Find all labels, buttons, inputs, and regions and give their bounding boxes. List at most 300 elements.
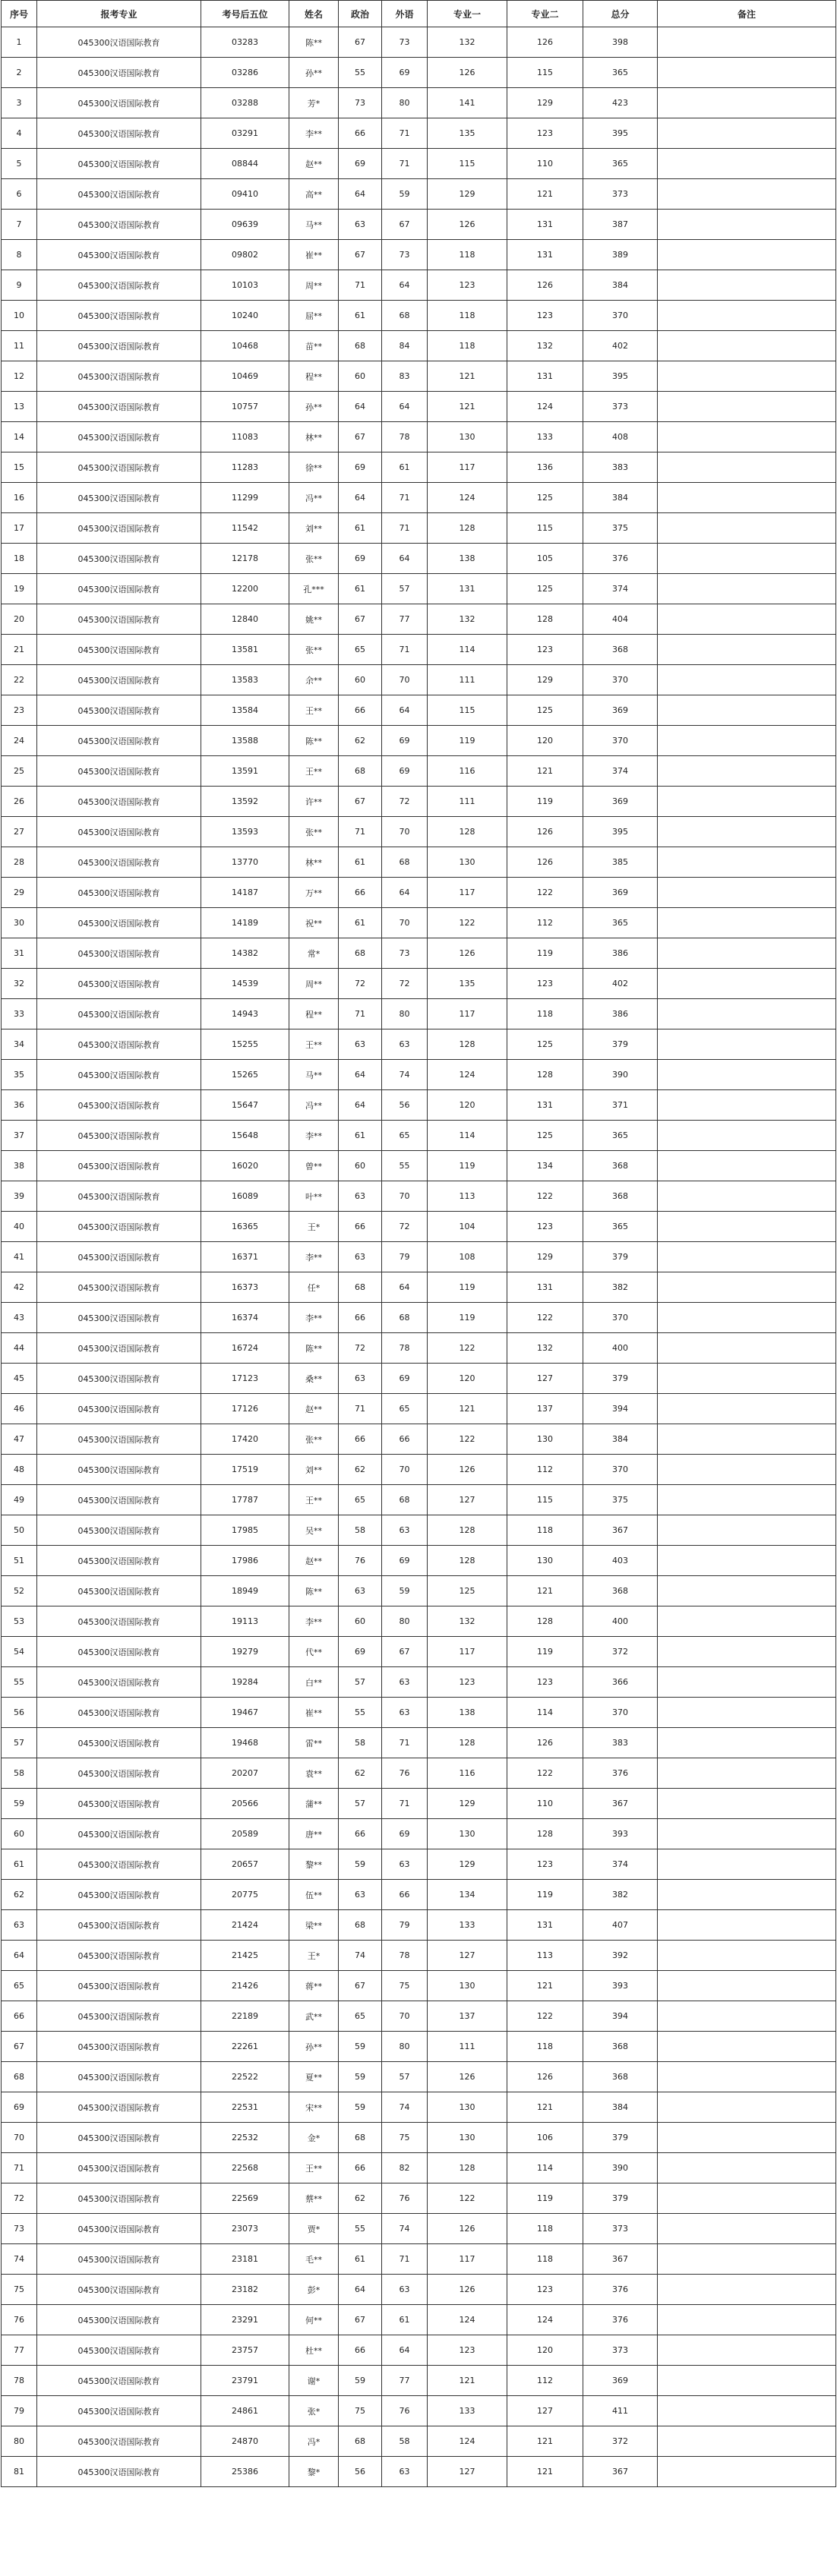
cell-foreign-language: 80 — [382, 88, 428, 118]
cell-subject-one: 116 — [428, 1758, 507, 1789]
table-row — [2, 1121, 836, 1151]
cell-major: 045300汉语国际教育 — [37, 513, 201, 544]
cell-foreign-language: 68 — [382, 1303, 428, 1333]
cell-politics: 60 — [339, 1606, 382, 1637]
cell-subject-two: 123 — [507, 1849, 583, 1880]
cell-name: 周** — [289, 270, 339, 301]
cell-subject-two: 123 — [507, 1667, 583, 1698]
cell-remarks — [658, 2275, 836, 2305]
cell-subject-one: 138 — [428, 1698, 507, 1728]
cell-total: 382 — [583, 1272, 658, 1303]
cell-total: 373 — [583, 392, 658, 422]
cell-foreign-language: 82 — [382, 2153, 428, 2183]
cell-major: 045300汉语国际教育 — [37, 240, 201, 270]
cell-remarks — [658, 1485, 836, 1515]
cell-total: 376 — [583, 1758, 658, 1789]
cell-foreign-language: 67 — [382, 210, 428, 240]
cell-foreign-language: 64 — [382, 2335, 428, 2366]
cell-exam-id: 09410 — [201, 179, 289, 210]
cell-subject-two: 119 — [507, 1637, 583, 1667]
cell-index: 54 — [2, 1637, 37, 1667]
table-row — [2, 1728, 836, 1758]
cell-foreign-language: 69 — [382, 1819, 428, 1849]
cell-subject-one: 117 — [428, 452, 507, 483]
cell-subject-one: 111 — [428, 787, 507, 817]
cell-subject-two: 129 — [507, 1242, 583, 1272]
cell-subject-two: 122 — [507, 1758, 583, 1789]
cell-index: 73 — [2, 2214, 37, 2244]
cell-index: 1 — [2, 27, 37, 58]
cell-subject-one: 123 — [428, 270, 507, 301]
cell-name: 赵** — [289, 1394, 339, 1424]
cell-foreign-language: 75 — [382, 2123, 428, 2153]
cell-subject-one: 104 — [428, 1212, 507, 1242]
cell-exam-id: 18949 — [201, 1576, 289, 1606]
cell-politics: 62 — [339, 2183, 382, 2214]
cell-major: 045300汉语国际教育 — [37, 1819, 201, 1849]
cell-subject-two: 125 — [507, 574, 583, 604]
cell-total: 374 — [583, 574, 658, 604]
cell-subject-one: 130 — [428, 847, 507, 878]
cell-subject-two: 115 — [507, 513, 583, 544]
cell-subject-two: 123 — [507, 301, 583, 331]
cell-subject-one: 122 — [428, 1424, 507, 1455]
cell-subject-one: 119 — [428, 726, 507, 756]
cell-index: 42 — [2, 1272, 37, 1303]
cell-remarks — [658, 1424, 836, 1455]
cell-remarks — [658, 118, 836, 149]
table-row — [2, 2214, 836, 2244]
cell-total: 393 — [583, 1971, 658, 2001]
cell-remarks — [658, 1698, 836, 1728]
table-row — [2, 756, 836, 787]
cell-remarks — [658, 2001, 836, 2032]
cell-politics: 66 — [339, 695, 382, 726]
cell-exam-id: 19467 — [201, 1698, 289, 1728]
cell-total: 370 — [583, 726, 658, 756]
cell-politics: 67 — [339, 1971, 382, 2001]
cell-exam-id: 15647 — [201, 1090, 289, 1121]
cell-exam-id: 17126 — [201, 1394, 289, 1424]
cell-subject-two: 120 — [507, 2335, 583, 2366]
cell-name: 陈** — [289, 726, 339, 756]
cell-exam-id: 20589 — [201, 1819, 289, 1849]
cell-foreign-language: 78 — [382, 422, 428, 452]
cell-major: 045300汉语国际教育 — [37, 2244, 201, 2275]
cell-foreign-language: 65 — [382, 1121, 428, 1151]
cell-name: 宋** — [289, 2092, 339, 2123]
cell-index: 3 — [2, 88, 37, 118]
cell-subject-one: 119 — [428, 1151, 507, 1181]
cell-index: 35 — [2, 1060, 37, 1090]
cell-politics: 63 — [339, 1576, 382, 1606]
cell-index: 27 — [2, 817, 37, 847]
cell-major: 045300汉语国际教育 — [37, 665, 201, 695]
table-row — [2, 1789, 836, 1819]
cell-major: 045300汉语国际教育 — [37, 1029, 201, 1060]
cell-index: 70 — [2, 2123, 37, 2153]
cell-index: 10 — [2, 301, 37, 331]
cell-remarks — [658, 665, 836, 695]
cell-subject-two: 129 — [507, 665, 583, 695]
table-row — [2, 1394, 836, 1424]
cell-exam-id: 23757 — [201, 2335, 289, 2366]
cell-exam-id: 22189 — [201, 2001, 289, 2032]
header-index: 序号 — [2, 1, 37, 27]
cell-subject-one: 125 — [428, 1576, 507, 1606]
cell-total: 383 — [583, 1728, 658, 1758]
cell-exam-id: 17787 — [201, 1485, 289, 1515]
cell-major: 045300汉语国际教育 — [37, 2092, 201, 2123]
cell-major: 045300汉语国际教育 — [37, 756, 201, 787]
cell-foreign-language: 74 — [382, 1060, 428, 1090]
cell-name: 崔** — [289, 240, 339, 270]
table-row — [2, 1029, 836, 1060]
cell-politics: 72 — [339, 1333, 382, 1364]
cell-politics: 66 — [339, 1303, 382, 1333]
cell-remarks — [658, 483, 836, 513]
cell-major: 045300汉语国际教育 — [37, 1060, 201, 1090]
cell-foreign-language: 57 — [382, 2062, 428, 2092]
cell-foreign-language: 80 — [382, 2032, 428, 2062]
table-row — [2, 1546, 836, 1576]
table-row — [2, 1698, 836, 1728]
cell-exam-id: 10103 — [201, 270, 289, 301]
cell-subject-one: 128 — [428, 1029, 507, 1060]
cell-name: 代** — [289, 1637, 339, 1667]
cell-name: 王** — [289, 1485, 339, 1515]
cell-foreign-language: 63 — [382, 2275, 428, 2305]
cell-exam-id: 14539 — [201, 969, 289, 999]
cell-subject-one: 121 — [428, 392, 507, 422]
cell-subject-one: 108 — [428, 1242, 507, 1272]
cell-index: 53 — [2, 1606, 37, 1637]
cell-total: 411 — [583, 2396, 658, 2426]
cell-index: 44 — [2, 1333, 37, 1364]
cell-major: 045300汉语国际教育 — [37, 2426, 201, 2457]
table-row — [2, 513, 836, 544]
cell-name: 杜** — [289, 2335, 339, 2366]
cell-name: 彭* — [289, 2275, 339, 2305]
cell-exam-id: 23182 — [201, 2275, 289, 2305]
cell-remarks — [658, 2457, 836, 2487]
cell-foreign-language: 74 — [382, 2214, 428, 2244]
table-row — [2, 787, 836, 817]
cell-major: 045300汉语国际教育 — [37, 2457, 201, 2487]
cell-foreign-language: 69 — [382, 1364, 428, 1394]
cell-subject-two: 121 — [507, 2457, 583, 2487]
cell-foreign-language: 64 — [382, 544, 428, 574]
table-row — [2, 817, 836, 847]
cell-politics: 59 — [339, 2092, 382, 2123]
cell-exam-id: 21426 — [201, 1971, 289, 2001]
cell-politics: 55 — [339, 58, 382, 88]
cell-foreign-language: 72 — [382, 787, 428, 817]
cell-subject-one: 118 — [428, 240, 507, 270]
cell-index: 15 — [2, 452, 37, 483]
cell-subject-one: 126 — [428, 2062, 507, 2092]
cell-politics: 71 — [339, 270, 382, 301]
cell-politics: 63 — [339, 1880, 382, 1910]
cell-subject-one: 117 — [428, 1637, 507, 1667]
cell-subject-one: 126 — [428, 2214, 507, 2244]
cell-exam-id: 20657 — [201, 1849, 289, 1880]
cell-total: 394 — [583, 1394, 658, 1424]
cell-name: 白** — [289, 1667, 339, 1698]
cell-subject-two: 131 — [507, 1272, 583, 1303]
cell-subject-one: 119 — [428, 1303, 507, 1333]
cell-exam-id: 11283 — [201, 452, 289, 483]
table-row — [2, 2275, 836, 2305]
cell-politics: 76 — [339, 1546, 382, 1576]
cell-foreign-language: 71 — [382, 635, 428, 665]
cell-politics: 66 — [339, 1212, 382, 1242]
table-row — [2, 240, 836, 270]
cell-subject-one: 129 — [428, 179, 507, 210]
table-row — [2, 1515, 836, 1546]
cell-name: 刘** — [289, 1455, 339, 1485]
cell-major: 045300汉语国际教育 — [37, 58, 201, 88]
cell-remarks — [658, 2183, 836, 2214]
cell-remarks — [658, 1667, 836, 1698]
cell-total: 403 — [583, 1546, 658, 1576]
cell-remarks — [658, 270, 836, 301]
cell-subject-one: 128 — [428, 2153, 507, 2183]
cell-name: 冯* — [289, 2426, 339, 2457]
cell-politics: 64 — [339, 1090, 382, 1121]
cell-remarks — [658, 1728, 836, 1758]
cell-major: 045300汉语国际教育 — [37, 2275, 201, 2305]
cell-total: 372 — [583, 1637, 658, 1667]
cell-foreign-language: 75 — [382, 1971, 428, 2001]
cell-subject-two: 131 — [507, 1090, 583, 1121]
cell-subject-one: 129 — [428, 1789, 507, 1819]
cell-subject-one: 128 — [428, 1728, 507, 1758]
cell-subject-one: 117 — [428, 999, 507, 1029]
cell-politics: 61 — [339, 301, 382, 331]
cell-total: 365 — [583, 1121, 658, 1151]
cell-politics: 58 — [339, 1728, 382, 1758]
cell-total: 395 — [583, 118, 658, 149]
cell-subject-one: 128 — [428, 817, 507, 847]
cell-name: 黎** — [289, 1849, 339, 1880]
cell-remarks — [658, 361, 836, 392]
cell-exam-id: 16020 — [201, 1151, 289, 1181]
cell-major: 045300汉语国际教育 — [37, 1606, 201, 1637]
cell-index: 80 — [2, 2426, 37, 2457]
cell-name: 芳* — [289, 88, 339, 118]
cell-subject-two: 114 — [507, 2153, 583, 2183]
cell-name: 王** — [289, 756, 339, 787]
cell-remarks — [658, 149, 836, 179]
table-row — [2, 635, 836, 665]
cell-subject-one: 123 — [428, 1667, 507, 1698]
cell-foreign-language: 71 — [382, 2244, 428, 2275]
cell-subject-two: 121 — [507, 1576, 583, 1606]
cell-total: 365 — [583, 1212, 658, 1242]
cell-major: 045300汉语国际教育 — [37, 483, 201, 513]
cell-subject-one: 126 — [428, 2275, 507, 2305]
cell-subject-two: 121 — [507, 179, 583, 210]
cell-index: 48 — [2, 1455, 37, 1485]
cell-exam-id: 12840 — [201, 604, 289, 635]
cell-index: 13 — [2, 392, 37, 422]
cell-index: 69 — [2, 2092, 37, 2123]
cell-major: 045300汉语国际教育 — [37, 1910, 201, 1941]
cell-exam-id: 16089 — [201, 1181, 289, 1212]
cell-name: 王** — [289, 1029, 339, 1060]
cell-politics: 71 — [339, 817, 382, 847]
table-row — [2, 665, 836, 695]
cell-total: 384 — [583, 1424, 658, 1455]
cell-remarks — [658, 2092, 836, 2123]
cell-major: 045300汉语国际教育 — [37, 2214, 201, 2244]
cell-subject-two: 125 — [507, 483, 583, 513]
cell-index: 24 — [2, 726, 37, 756]
cell-politics: 68 — [339, 938, 382, 969]
cell-foreign-language: 65 — [382, 1394, 428, 1424]
cell-subject-one: 114 — [428, 1121, 507, 1151]
cell-exam-id: 14187 — [201, 878, 289, 908]
cell-exam-id: 12178 — [201, 544, 289, 574]
cell-exam-id: 22522 — [201, 2062, 289, 2092]
cell-index: 11 — [2, 331, 37, 361]
cell-subject-two: 123 — [507, 1212, 583, 1242]
cell-name: 姚** — [289, 604, 339, 635]
cell-subject-one: 117 — [428, 2244, 507, 2275]
cell-exam-id: 10469 — [201, 361, 289, 392]
cell-total: 379 — [583, 2183, 658, 2214]
cell-major: 045300汉语国际教育 — [37, 1272, 201, 1303]
cell-total: 369 — [583, 787, 658, 817]
cell-major: 045300汉语国际教育 — [37, 544, 201, 574]
cell-foreign-language: 69 — [382, 1546, 428, 1576]
cell-major: 045300汉语国际教育 — [37, 908, 201, 938]
cell-major: 045300汉语国际教育 — [37, 1667, 201, 1698]
cell-major: 045300汉语国际教育 — [37, 149, 201, 179]
cell-major: 045300汉语国际教育 — [37, 1121, 201, 1151]
cell-foreign-language: 68 — [382, 847, 428, 878]
cell-index: 41 — [2, 1242, 37, 1272]
cell-total: 373 — [583, 2214, 658, 2244]
cell-exam-id: 14943 — [201, 999, 289, 1029]
cell-remarks — [658, 1849, 836, 1880]
cell-remarks — [658, 635, 836, 665]
cell-total: 369 — [583, 2366, 658, 2396]
cell-subject-one: 120 — [428, 1090, 507, 1121]
cell-foreign-language: 79 — [382, 1242, 428, 1272]
cell-name: 林** — [289, 847, 339, 878]
cell-total: 400 — [583, 1606, 658, 1637]
cell-remarks — [658, 878, 836, 908]
table-row — [2, 847, 836, 878]
cell-foreign-language: 70 — [382, 665, 428, 695]
cell-subject-two: 132 — [507, 1333, 583, 1364]
cell-foreign-language: 64 — [382, 1272, 428, 1303]
cell-subject-one: 130 — [428, 422, 507, 452]
cell-total: 379 — [583, 2123, 658, 2153]
cell-remarks — [658, 1758, 836, 1789]
table-row — [2, 88, 836, 118]
cell-exam-id: 22532 — [201, 2123, 289, 2153]
cell-subject-two: 112 — [507, 1455, 583, 1485]
cell-subject-two: 118 — [507, 1515, 583, 1546]
cell-name: 袁** — [289, 1758, 339, 1789]
cell-index: 49 — [2, 1485, 37, 1515]
cell-foreign-language: 67 — [382, 1637, 428, 1667]
cell-exam-id: 09802 — [201, 240, 289, 270]
header-total: 总分 — [583, 1, 658, 27]
cell-foreign-language: 58 — [382, 2426, 428, 2457]
cell-politics: 60 — [339, 665, 382, 695]
table-row — [2, 1819, 836, 1849]
cell-index: 79 — [2, 2396, 37, 2426]
cell-exam-id: 24861 — [201, 2396, 289, 2426]
cell-index: 72 — [2, 2183, 37, 2214]
cell-remarks — [658, 847, 836, 878]
cell-total: 390 — [583, 1060, 658, 1090]
cell-index: 75 — [2, 2275, 37, 2305]
cell-index: 6 — [2, 179, 37, 210]
cell-subject-two: 112 — [507, 908, 583, 938]
cell-politics: 61 — [339, 574, 382, 604]
cell-total: 390 — [583, 2153, 658, 2183]
cell-foreign-language: 71 — [382, 513, 428, 544]
cell-subject-one: 133 — [428, 2396, 507, 2426]
header-remarks: 备注 — [658, 1, 836, 27]
cell-index: 56 — [2, 1698, 37, 1728]
cell-major: 045300汉语国际教育 — [37, 2335, 201, 2366]
cell-exam-id: 13581 — [201, 635, 289, 665]
cell-major: 045300汉语国际教育 — [37, 179, 201, 210]
cell-index: 9 — [2, 270, 37, 301]
cell-politics: 57 — [339, 1789, 382, 1819]
table-row — [2, 2062, 836, 2092]
cell-name: 金* — [289, 2123, 339, 2153]
cell-foreign-language: 66 — [382, 1880, 428, 1910]
cell-name: 孙** — [289, 392, 339, 422]
cell-subject-two: 130 — [507, 1546, 583, 1576]
cell-total: 400 — [583, 1333, 658, 1364]
cell-remarks — [658, 422, 836, 452]
table-row — [2, 1151, 836, 1181]
cell-subject-one: 128 — [428, 513, 507, 544]
cell-name: 徐** — [289, 452, 339, 483]
cell-politics: 67 — [339, 240, 382, 270]
cell-foreign-language: 84 — [382, 331, 428, 361]
cell-name: 叶** — [289, 1181, 339, 1212]
cell-name: 王** — [289, 695, 339, 726]
header-politics: 政治 — [339, 1, 382, 27]
cell-name: 曾** — [289, 1151, 339, 1181]
cell-total: 395 — [583, 361, 658, 392]
cell-politics: 61 — [339, 908, 382, 938]
table-row — [2, 179, 836, 210]
cell-foreign-language: 79 — [382, 1910, 428, 1941]
cell-politics: 66 — [339, 878, 382, 908]
cell-name: 王* — [289, 1941, 339, 1971]
cell-remarks — [658, 240, 836, 270]
cell-politics: 65 — [339, 635, 382, 665]
cell-index: 29 — [2, 878, 37, 908]
cell-remarks — [658, 1606, 836, 1637]
cell-subject-two: 118 — [507, 999, 583, 1029]
cell-total: 365 — [583, 908, 658, 938]
cell-remarks — [658, 2244, 836, 2275]
table-row — [2, 1941, 836, 1971]
table-row — [2, 1667, 836, 1698]
cell-exam-id: 14382 — [201, 938, 289, 969]
